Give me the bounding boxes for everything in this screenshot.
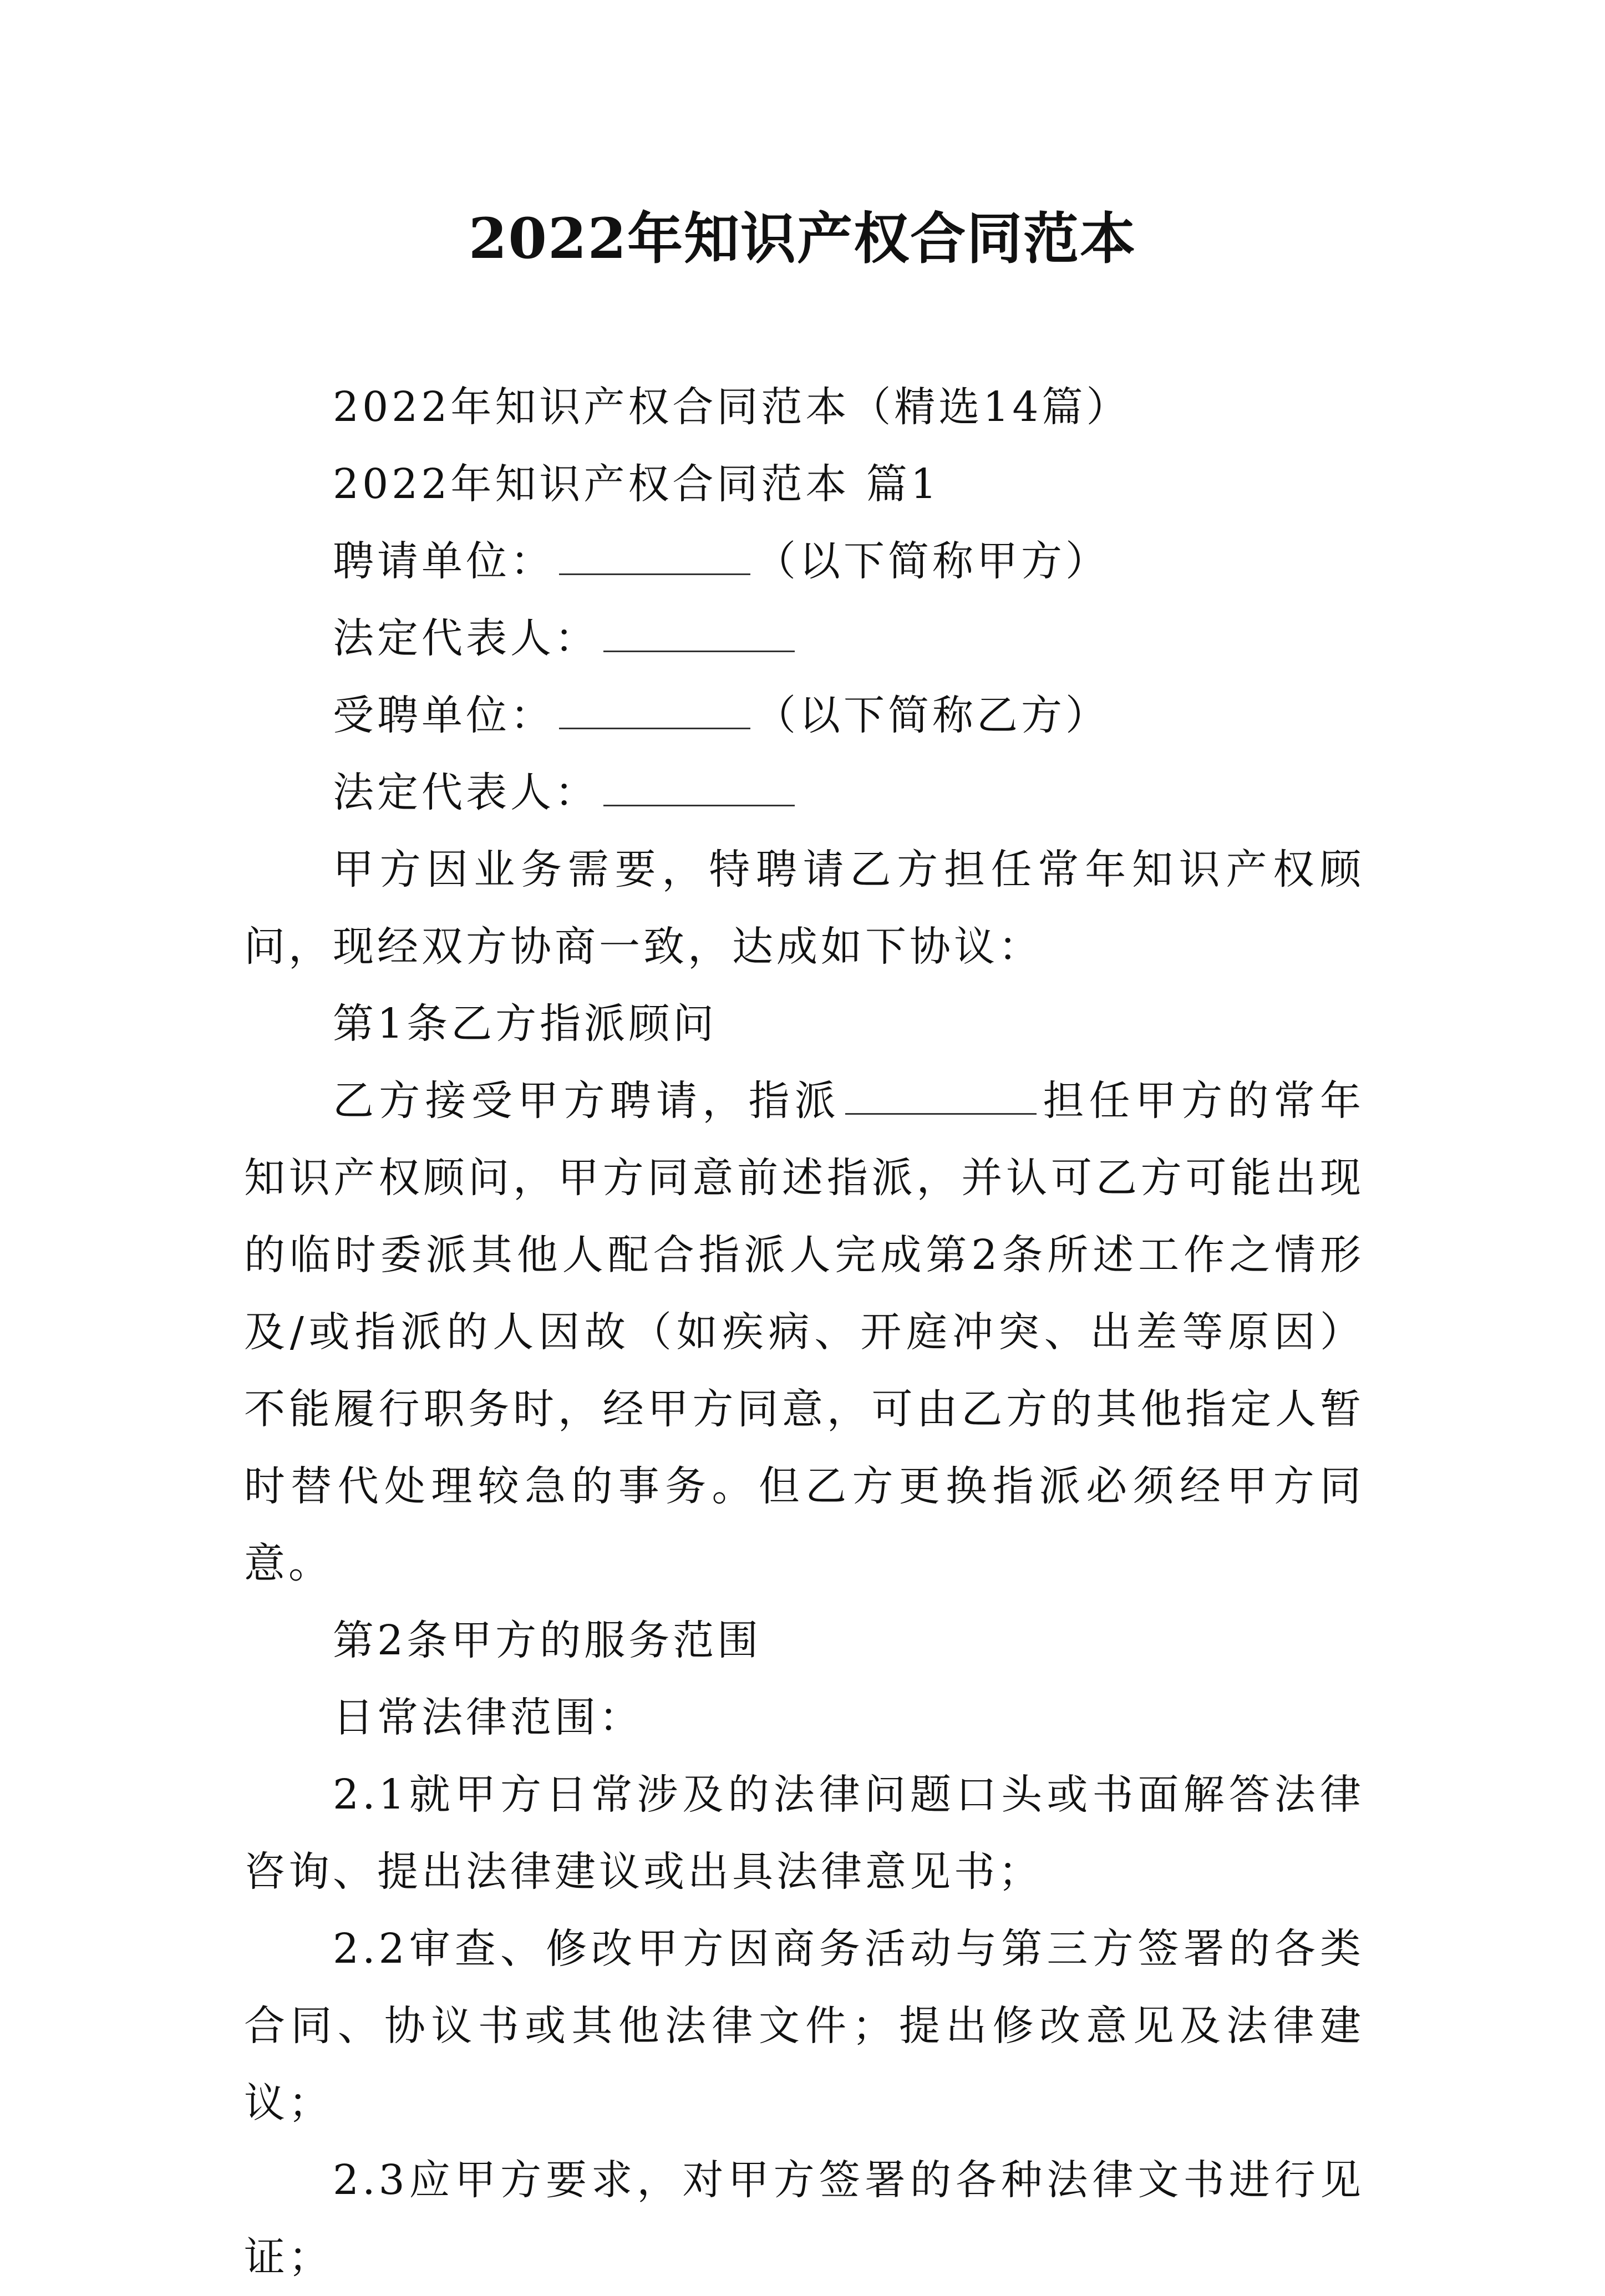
blank-line [603, 612, 795, 652]
paragraph-employee-representative [244, 754, 1364, 831]
employee-unit-label: 受聘单位： [333, 692, 555, 739]
paragraph-daily-legal-scope: 日常法律范围： [333, 1694, 643, 1741]
employee-unit-suffix: （以下简称乙方） [755, 692, 1110, 739]
employer-unit-label: 聘请单位： [333, 537, 555, 585]
paragraph-article-1-heading: 第1条乙方指派顾问 [333, 1000, 718, 1048]
blank-line [559, 535, 750, 575]
paragraph-agreement-intro: 甲方因业务需要，特聘请乙方担任常年知识产权顾问，现经双方协商一致，达成如下协议： [244, 846, 1364, 971]
paragraph-section-heading: 2022年知识产权合同范本 篇1 [333, 460, 940, 508]
paragraph-item-2-3: 2.3应甲方要求，对甲方签署的各种法律文书进行见证； [244, 2156, 1364, 2281]
blank-line [845, 1074, 1037, 1115]
paragraph-article-1-body [244, 1063, 1364, 1602]
article-1-prefix: 乙方接受甲方聘请，指派 [333, 1077, 841, 1125]
blank-line [603, 766, 795, 806]
document-body [244, 369, 1364, 2296]
paragraph-article-2-heading: 第2条甲方的服务范围 [333, 1617, 762, 1664]
paragraph-subtitle: 2022年知识产权合同范本（精选14篇） [333, 383, 1131, 431]
employer-unit-suffix: （以下简称甲方） [755, 537, 1110, 585]
paragraph-item-2-1: 2.1就甲方日常涉及的法律问题口头或书面解答法律咨询、提出法律建议或出具法律意见书； [244, 1771, 1364, 1896]
paragraph-item-2-2: 2.2审查、修改甲方因商务活动与第三方签署的各类合同、协议书或其他法律文件；提出修改意见及法律建议； [244, 1925, 1364, 2127]
employee-representative-label: 法定代表人： [333, 769, 599, 816]
paragraph-employee-unit [244, 677, 1364, 754]
employer-representative-label: 法定代表人： [333, 614, 599, 662]
document-title: 2022年知识产权合同范本 [468, 206, 1137, 271]
paragraph-employer-unit [244, 523, 1364, 600]
paragraph-employer-representative [244, 600, 1364, 677]
blank-line [559, 689, 750, 729]
article-1-suffix: 担任甲方的常年知识产权顾问，甲方同意前述指派，并认可乙方可能出现的临时委派其他人配合指派人完成第2条所述工作之情形及/或指派的人因故（如疾病、开庭冲突、出差等原因）不能履行职务时，经甲方同意，可由乙方的其他指定人暂时替代处理较急的事务。但乙方更换指派必须经甲方同意。 [244, 1077, 1365, 1587]
